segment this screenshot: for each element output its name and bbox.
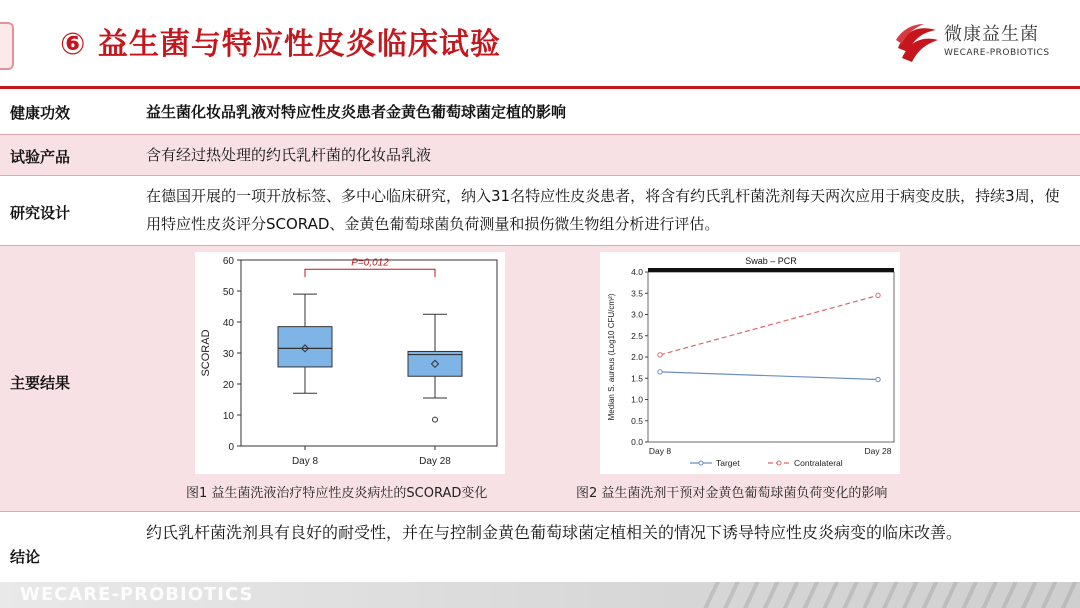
chart-title: Swab – PCR: [745, 256, 797, 266]
y-tick-label: 10: [222, 411, 234, 422]
footer-bar: [0, 582, 1080, 608]
y-tick-label: 0.5: [631, 415, 643, 426]
series-point: [658, 370, 662, 374]
row-health-benefit: [0, 89, 1080, 135]
series-point: [876, 377, 880, 381]
logo-english-name: WECARE-PROBIOTICS: [944, 48, 1050, 58]
y-tick-label: 20: [222, 380, 234, 391]
y-tick-label: 1.5: [631, 373, 643, 384]
row-conclusion: [0, 512, 1080, 582]
figure-1-caption: 图1 益生菌洗液治疗特应性皮炎病灶的SCORAD变化: [186, 486, 488, 501]
row-text-product: 含有经过热处理的约氏乳杆菌的化妆品乳液: [146, 146, 432, 164]
y-axis-label: SCORAD: [200, 329, 212, 377]
row-text-design: 在德国开展的一项开放标签、多中心临床研究，纳入31名特应性皮炎患者，将含有约氏乳杆菌洗剂每天两次应用于病变皮肤，持续3周，使用特应性皮炎评分SCORAD、金黄色葡萄球菌负荷测量和损伤微生物组分析进行评估。: [146, 187, 1060, 233]
y-tick-label: 2.0: [631, 352, 643, 362]
x-tick-label: Day 8: [291, 456, 319, 467]
row-label-conclusion: 结论: [10, 548, 41, 566]
footer-stripes: [700, 582, 1080, 608]
box-iqr: [408, 351, 462, 376]
plot-frame: [648, 272, 894, 442]
y-axis-label: Median S. aureus (Log10 CFU/cm²): [607, 293, 616, 421]
legend-marker: [777, 461, 781, 465]
row-label-design: 研究设计: [10, 204, 71, 222]
x-tick-label: Day 28: [419, 456, 451, 467]
row-text-conclusion: 约氏乳杆菌洗剂具有良好的耐受性，并在与控制金黄色葡萄球菌定植相关的情况下诱导特应性皮炎病变的临床改善。: [146, 523, 963, 542]
row-label-results: 主要结果: [10, 374, 71, 392]
row-test-product: [0, 135, 1080, 176]
x-tick-label: Day 8: [648, 446, 672, 456]
significance-label: P=0,012: [351, 257, 389, 269]
y-tick-label: 3.0: [631, 309, 643, 320]
page-title: ⑥ 益生菌与特应性皮炎临床试验: [60, 27, 501, 62]
y-tick-label: 30: [222, 349, 234, 360]
figure-2-line-chart: [600, 252, 900, 474]
figure-1-box-plot: [195, 252, 505, 474]
row-main-results: [0, 246, 1080, 512]
legend-marker: [699, 461, 703, 465]
row-label-product: 试验产品: [10, 148, 71, 166]
scorad-box-chart: [195, 252, 505, 474]
row-label-health: 健康功效: [10, 104, 71, 122]
y-tick-label: 2.5: [631, 330, 643, 341]
y-tick-label: 60: [222, 256, 234, 267]
x-tick-label: Day 28: [864, 446, 892, 456]
footer-brand-text: WECARE-PROBIOTICS: [20, 584, 254, 605]
legend-label: Target: [716, 458, 740, 468]
box-iqr: [278, 327, 332, 367]
y-tick-label: 40: [222, 318, 234, 329]
left-tab-decoration: [0, 22, 14, 70]
logo-mark-icon: [892, 18, 942, 68]
y-tick-label: 3.5: [631, 288, 643, 299]
series-point: [876, 293, 880, 297]
y-tick-label: 1.0: [631, 394, 643, 405]
row-study-design: [0, 176, 1080, 246]
row-text-health: 益生菌化妆品乳液对特应性皮炎患者金黄色葡萄球菌定植的影响: [146, 103, 567, 121]
series-point: [658, 353, 662, 357]
legend-label: Contralateral: [794, 458, 843, 468]
brand-logo: [892, 18, 1072, 72]
y-tick-label: 0.0: [631, 437, 643, 447]
y-tick-label: 0: [228, 442, 234, 453]
saureus-line-chart: [600, 252, 900, 474]
y-tick-label: 50: [222, 287, 234, 298]
y-tick-label: 4.0: [631, 267, 643, 277]
figure-2-caption: 图2 益生菌洗剂干预对金黄色葡萄球菌负荷变化的影响: [576, 486, 888, 501]
logo-chinese-name: 微康益生菌: [944, 24, 1039, 45]
title-bar: [648, 268, 894, 272]
